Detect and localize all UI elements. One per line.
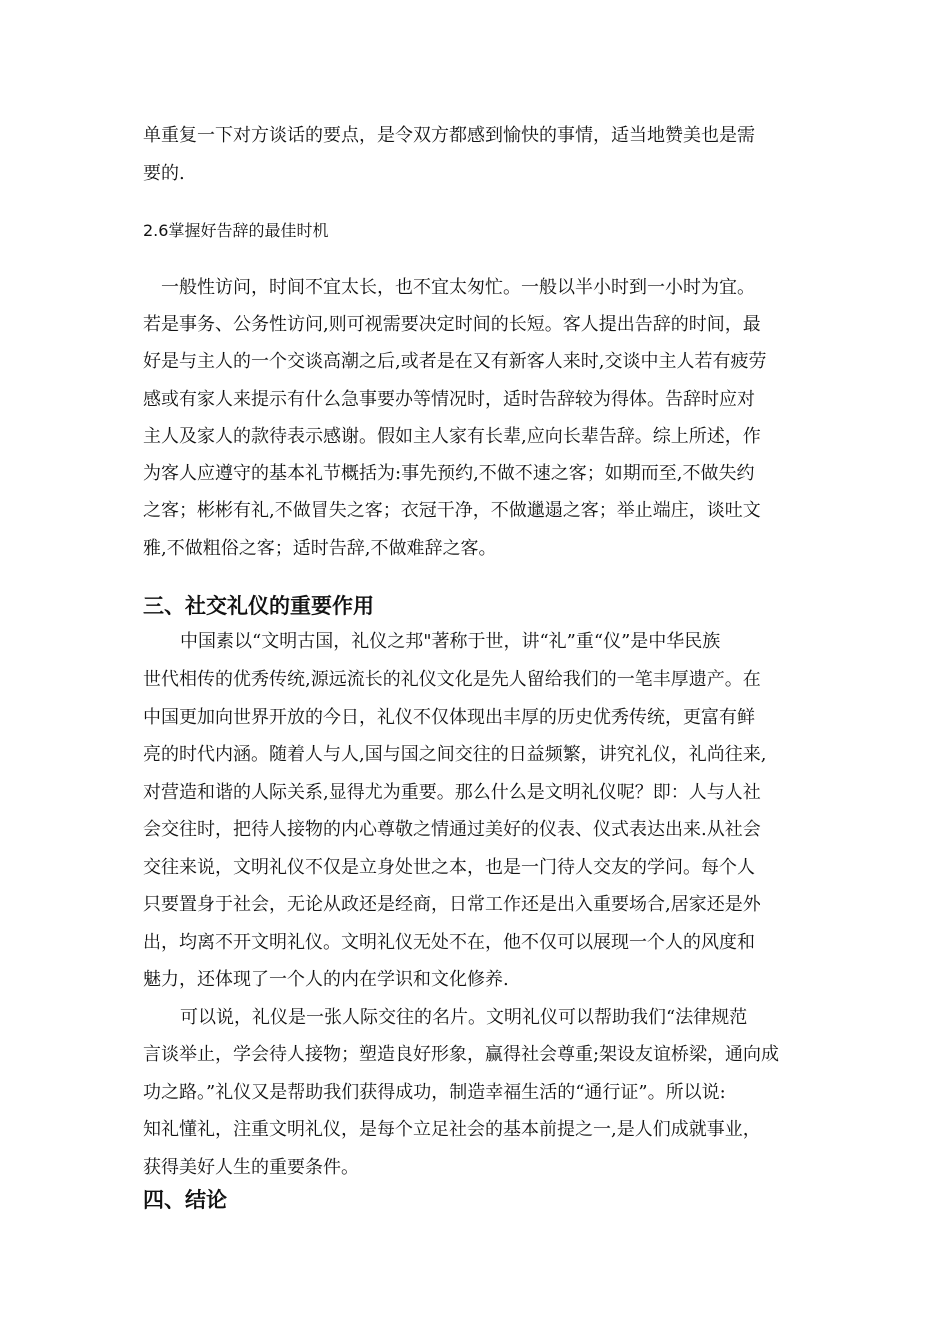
paragraph-line: 交往来说，文明礼仪不仅是立身处世之本，也是一门待人交友的学问。每个人 bbox=[143, 857, 755, 878]
section-2-6-title: 2.6掌握好告辞的最佳时机 bbox=[143, 221, 329, 240]
paragraph-line: 一般性访问，时间不宜太长，也不宜太匆忙。一般以半小时到一小时为宜。 bbox=[161, 277, 755, 298]
paragraph-line: 主人及家人的款待表示感谢。假如主人家有长辈,应向长辈告辞。综上所述，作 bbox=[143, 426, 761, 447]
paragraph-line: 好是与主人的一个交谈高潮之后,或者是在又有新客人来时,交谈中主人若有疲劳 bbox=[143, 351, 767, 372]
intro-line: 单重复一下对方谈话的要点，是令双方都感到愉快的事情，适当地赞美也是需 bbox=[143, 125, 755, 146]
paragraph-line: 只要置身于社会，无论从政还是经商，日常工作还是出入重要场合,居家还是外 bbox=[143, 894, 761, 915]
paragraph-line: 之客；彬彬有礼,不做冒失之客；衣冠干净，不做邋遢之客；举止端庄，谈吐文 bbox=[143, 500, 761, 521]
paragraph-line: 为客人应遵守的基本礼节概括为:事先预约,不做不速之客；如期而至,不做失约 bbox=[143, 463, 755, 484]
paragraph-line: 亮的时代内涵。随着人与人,国与国之间交往的日益频繁，讲究礼仪，礼尚往来, bbox=[143, 744, 767, 765]
paragraph-line: 出，均离不开文明礼仪。文明礼仪无处不在，他不仅可以展现一个人的风度和 bbox=[143, 932, 755, 953]
paragraph-line: 对营造和谐的人际关系,显得尤为重要。那么什么是文明礼仪呢？即：人与人社 bbox=[143, 782, 761, 803]
paragraph-line: 中国更加向世界开放的今日，礼仪不仅体现出丰厚的历史优秀传统，更富有鲜 bbox=[143, 707, 755, 728]
intro-line: 要的. bbox=[143, 163, 185, 184]
paragraph-line: 雅,不做粗俗之客；适时告辞,不做难辞之客。 bbox=[143, 538, 497, 559]
paragraph-line: 获得美好人生的重要条件。 bbox=[143, 1157, 359, 1178]
paragraph-line: 功之路。”礼仪又是帮助我们获得成功，制造幸福生活的“通行证”。所以说: bbox=[143, 1082, 726, 1103]
paragraph-line: 言谈举止，学会待人接物；塑造良好形象，赢得社会尊重;架设友谊桥梁，通向成 bbox=[143, 1044, 780, 1065]
paragraph-line: 会交往时，把待人接物的内心尊敬之情通过美好的仪表、仪式表达出来.从社会 bbox=[143, 819, 761, 840]
section-4-heading: 四、结论 bbox=[143, 1188, 227, 1212]
paragraph-line: 可以说，礼仪是一张人际交往的名片。文明礼仪可以帮助我们“法律规范 bbox=[180, 1007, 748, 1028]
section-3-heading: 三、社交礼仪的重要作用 bbox=[143, 594, 374, 618]
paragraph-line: 中国素以“文明古国，礼仪之邦"著称于世，讲“礼”重“仪”是中华民族 bbox=[180, 631, 721, 652]
paragraph-line: 魅力，还体现了一个人的内在学识和文化修养. bbox=[143, 969, 509, 990]
paragraph-line: 世代相传的优秀传统,源远流长的礼仪文化是先人留给我们的一笔丰厚遗产。在 bbox=[143, 669, 761, 690]
paragraph-line: 若是事务、公务性访问,则可视需要决定时间的长短。客人提出告辞的时间，最 bbox=[143, 314, 761, 335]
paragraph-line: 感或有家人来提示有什么急事要办等情况时，适时告辞较为得体。告辞时应对 bbox=[143, 389, 755, 410]
paragraph-line: 知礼懂礼，注重文明礼仪，是每个立足社会的基本前提之一,是人们成就事业， bbox=[143, 1119, 761, 1140]
